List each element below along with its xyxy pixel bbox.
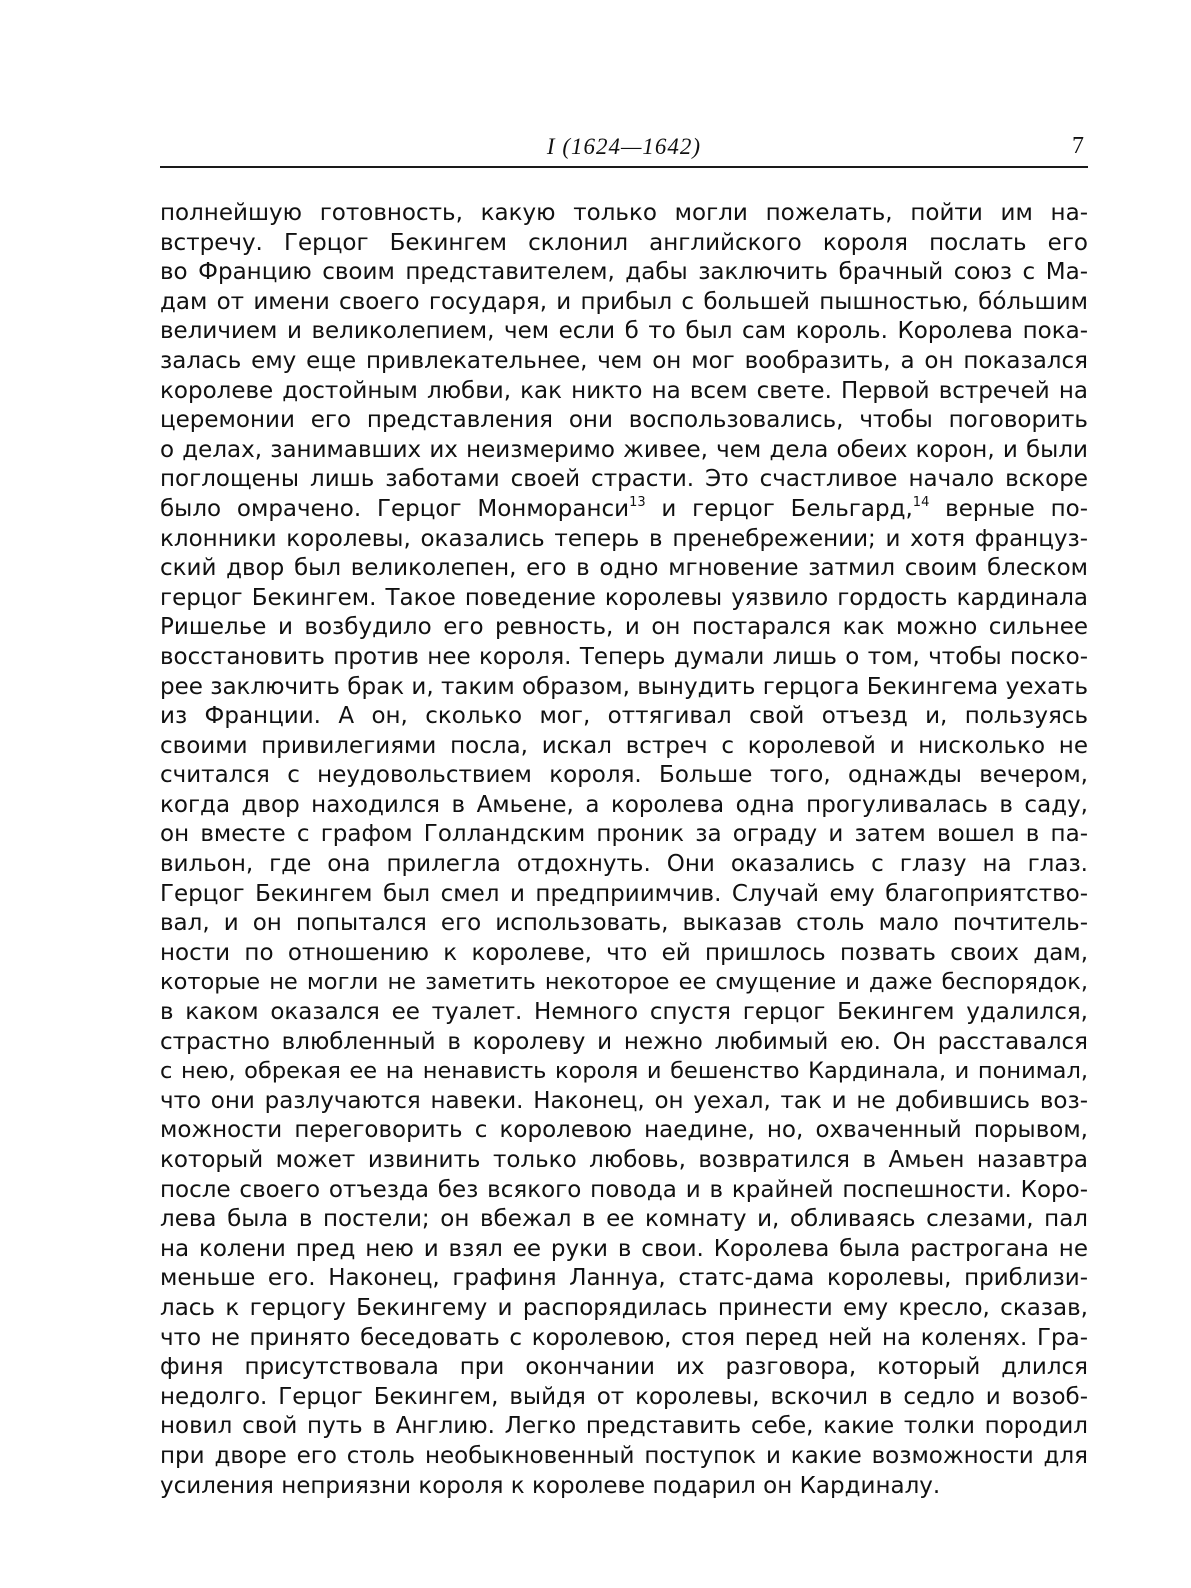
running-title: I (1624—1642) [546, 134, 702, 159]
text-line: вал, и он попытался его использовать, выказав столь мало почтитель- [160, 910, 1088, 937]
text-line: залась ему еще привлекательнее, чем он мог вообразить, а он показался [160, 347, 1088, 374]
text-line-last: усиления неприязни короля к королеве подарил он Кардиналу. [160, 1472, 941, 1499]
text-line: недолго. Герцог Бекингем, выйдя от королевы, вскочил в седло и возоб- [160, 1383, 1088, 1410]
text-line: новил свой путь в Англию. Легко представить себе, какие толки породил [160, 1413, 1088, 1440]
text-line: страстно влюбленный в королеву и нежно любимый ею. Он расставался [160, 1028, 1088, 1055]
text-line: герцог Бекингем. Такое поведение королевы уязвило гордость кардинала [160, 584, 1088, 611]
text-line: что они разлучаются навеки. Наконец, он уехал, так и не добившись воз- [160, 1087, 1088, 1114]
running-head [160, 132, 1088, 164]
footnote-ref-13[interactable]: 13 [629, 494, 646, 510]
text-line: полнейшую готовность, какую только могли пожелать, пойти им на- [160, 200, 1088, 226]
text-line: церемонии его представления они воспользовались, чтобы поговорить [160, 407, 1088, 434]
header-rule [160, 166, 1088, 168]
text-line: из Франции. А он, сколько мог, оттягивал свой отъезд и, пользуясь [160, 703, 1088, 730]
text-line: дам от имени своего государя, и прибыл с большей пышностью, бо́льшим [160, 288, 1088, 315]
text-line: в каком оказался ее туалет. Немного спустя герцог Бекингем удалился, [160, 999, 1088, 1026]
text-line: с нею, обрекая ее на ненависть короля и бешенство Кардинала, и понимал, [160, 1058, 1088, 1085]
page-number: 7 [1072, 133, 1084, 159]
text-line: что не принято беседовать с королевою, стоя перед ней на коленях. Гра- [160, 1324, 1088, 1351]
text-line: своими привилегиями посла, искал встреч с королевой и нисколько не [160, 732, 1088, 759]
text-line: он вместе с графом Голландским проник за ограду и затем вошел в па- [160, 821, 1088, 848]
line-segment: и герцог Бельгард, [645, 495, 913, 522]
text-line: можности переговорить с королевою наедине, но, охваченный порывом, [160, 1117, 1088, 1144]
text-line: вильон, где она прилегла отдохнуть. Они оказались с глазу на глаз. [160, 851, 1088, 878]
text-line: которые не могли не заметить некоторое ее смущение и даже беспорядок, [160, 969, 1088, 996]
text-line: на колени пред нею и взял ее руки в свои. Королева была растрогана не [160, 1235, 1088, 1262]
text-line: королеве достойным любви, как никто на всем свете. Первой встречей на [160, 377, 1088, 404]
text-line: поглощены лишь заботами своей страсти. Это счастливое начало вскоре [160, 466, 1088, 493]
text-line: Ришелье и возбудило его ревность, и он постарался как можно сильнее [160, 614, 1088, 641]
text-line-with-footnotes [160, 495, 1088, 525]
body-text [160, 199, 1088, 1501]
text-line: о делах, занимавших их неизмеримо живее, чем дела обеих корон, и были [160, 436, 1088, 463]
text-line: считался с неудовольствием короля. Больше того, однажды вечером, [160, 762, 1088, 789]
footnote-ref-14[interactable]: 14 [912, 494, 930, 510]
text-line: финя присутствовала при окончании их разговора, который длился [160, 1354, 1088, 1381]
text-line: величием и великолепием, чем если б то был сам король. Королева пока- [160, 318, 1088, 345]
text-line: лась к герцогу Бекингему и распорядилась принести ему кресло, сказав, [160, 1294, 1088, 1321]
text-line: встречу. Герцог Бекингем склонил английского короля послать его [160, 229, 1088, 256]
text-line: во Францию своим представителем, дабы заключить брачный союз с Ма- [160, 259, 1088, 286]
line-segment: верные по- [929, 495, 1088, 522]
text-line: меньше его. Наконец, графиня Ланнуа, статс-дама королевы, приблизи- [160, 1265, 1088, 1292]
text-line: восстановить против нее короля. Теперь думали лишь о том, чтобы поско- [160, 643, 1088, 670]
text-line: лева была в постели; он вбежал в ее комнату и, обливаясь слезами, пал [160, 1206, 1088, 1233]
text-line: клонники королевы, оказались теперь в пренебрежении; и хотя француз- [160, 525, 1088, 552]
line-segment: было омрачено. Герцог Монморанси [160, 495, 630, 522]
text-line: после своего отъезда без всякого повода и в крайней поспешности. Коро- [160, 1176, 1088, 1203]
text-line: ности по отношению к королеве, что ей пришлось позвать своих дам, [160, 939, 1088, 966]
text-line: когда двор находился в Амьене, а королева одна прогуливалась в саду, [160, 791, 1088, 818]
text-line: ский двор был великолепен, его в одно мгновение затмил своим блеском [160, 555, 1088, 582]
text-line: Герцог Бекингем был смел и предприимчив. Случай ему благоприятство- [160, 880, 1088, 907]
text-line: при дворе его столь необыкновенный поступок и какие возможности для [160, 1442, 1088, 1469]
text-line: рее заключить брак и, таким образом, вынудить герцога Бекингема уехать [160, 673, 1088, 700]
text-line: который может извинить только любовь, возвратился в Амьен назавтра [160, 1147, 1088, 1173]
